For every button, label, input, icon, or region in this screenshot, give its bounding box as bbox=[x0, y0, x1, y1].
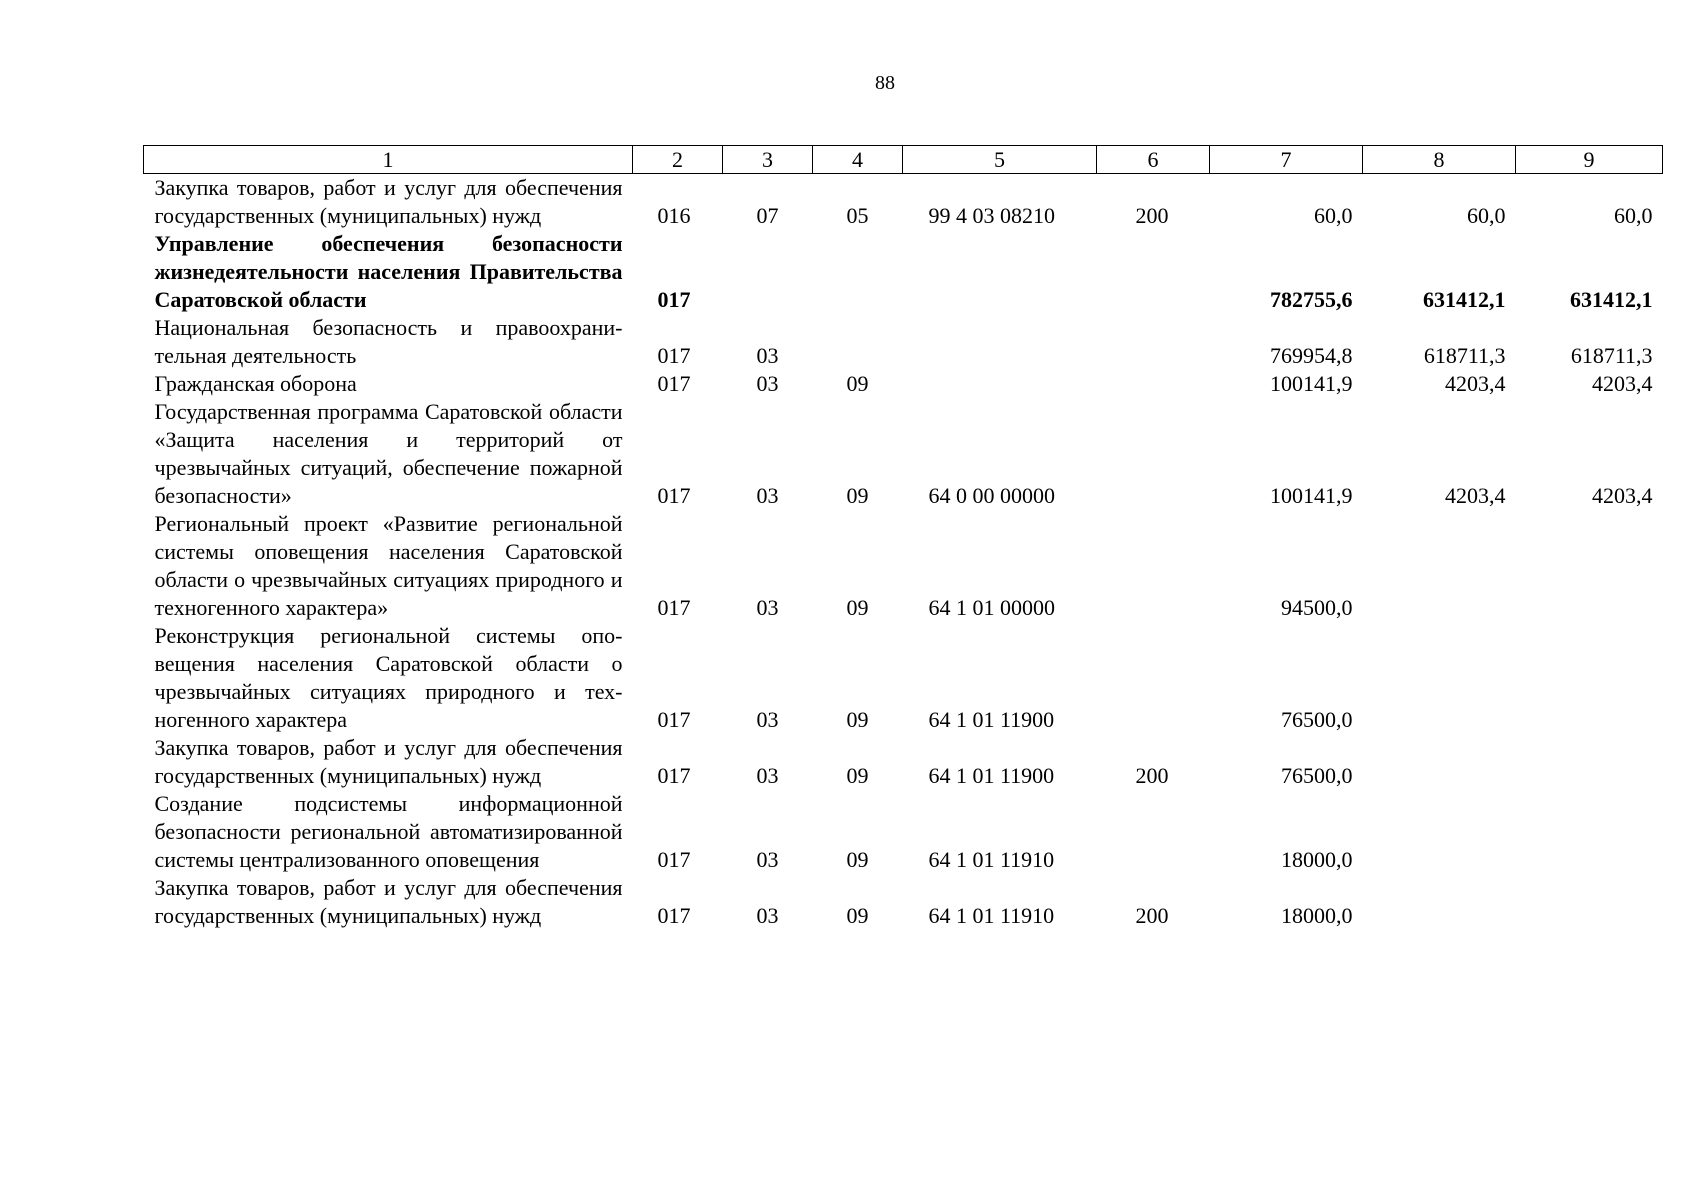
row-expense-type bbox=[1097, 510, 1210, 622]
row-subsection: 09 bbox=[846, 903, 869, 928]
row-amount-8: 631412,1 bbox=[1423, 287, 1506, 312]
column-header: 6 bbox=[1097, 146, 1210, 174]
row-amount-7: 782755,6 bbox=[1270, 287, 1353, 312]
row-target-article: 64 1 01 11900 bbox=[928, 707, 1055, 732]
row-name: Закупка товаров, работ и услуг для обеспечения государственных (муниципальных) нужд bbox=[154, 875, 623, 928]
row-grbs: 017 bbox=[657, 763, 691, 788]
row-grbs: 017 bbox=[657, 707, 691, 732]
row-target-article bbox=[903, 370, 1097, 398]
row-amount-7: 76500,0 bbox=[1281, 763, 1353, 788]
row-amount-9 bbox=[1516, 734, 1663, 790]
row-subsection: 09 bbox=[846, 847, 869, 872]
table-row bbox=[144, 790, 1663, 874]
row-section: 03 bbox=[756, 343, 779, 368]
column-header: 1 bbox=[144, 146, 633, 174]
row-expense-type: 200 bbox=[1135, 763, 1169, 788]
row-subsection: 05 bbox=[846, 203, 869, 228]
column-number-row bbox=[144, 146, 1663, 174]
row-amount-7: 18000,0 bbox=[1281, 903, 1353, 928]
column-header: 5 bbox=[903, 146, 1097, 174]
row-target-article bbox=[903, 230, 1097, 314]
row-section: 03 bbox=[756, 847, 779, 872]
row-subsection: 09 bbox=[846, 371, 869, 396]
row-amount-7: 18000,0 bbox=[1281, 847, 1353, 872]
row-amount-9: 631412,1 bbox=[1570, 287, 1653, 312]
row-target-article bbox=[903, 314, 1097, 370]
column-header: 8 bbox=[1363, 146, 1516, 174]
row-expense-type bbox=[1097, 370, 1210, 398]
row-amount-9: 4203,4 bbox=[1592, 371, 1653, 396]
row-amount-9: 60,0 bbox=[1614, 203, 1653, 228]
row-name: Реконструкция региональной системы оповещения населения Саратовской области о чрезвычайных ситуациях природного и техногенного характера bbox=[154, 623, 623, 732]
row-amount-7: 100141,9 bbox=[1270, 483, 1353, 508]
row-name: Управление обеспечения безопасности жизнедеятельности населения Правительства Саратовской области bbox=[154, 231, 623, 312]
row-name: Национальная безопасность и правоохранительная деятельность bbox=[154, 315, 623, 368]
row-subsection: 09 bbox=[846, 707, 869, 732]
row-grbs: 016 bbox=[657, 203, 691, 228]
row-amount-8 bbox=[1363, 510, 1516, 622]
row-target-article: 64 1 01 11910 bbox=[928, 903, 1055, 928]
row-amount-7: 76500,0 bbox=[1281, 707, 1353, 732]
row-expense-type bbox=[1097, 622, 1210, 734]
column-header: 9 bbox=[1516, 146, 1663, 174]
row-name: Закупка товаров, работ и услуг для обеспечения государственных (муниципальных) нужд bbox=[154, 175, 623, 228]
budget-table bbox=[143, 145, 1663, 930]
row-amount-8: 60,0 bbox=[1467, 203, 1506, 228]
row-target-article: 99 4 03 08210 bbox=[928, 203, 1055, 228]
row-target-article: 64 1 01 00000 bbox=[928, 595, 1055, 620]
row-section: 03 bbox=[756, 903, 779, 928]
row-expense-type bbox=[1097, 314, 1210, 370]
row-expense-type: 200 bbox=[1135, 903, 1169, 928]
row-amount-9 bbox=[1516, 510, 1663, 622]
column-header: 2 bbox=[633, 146, 723, 174]
row-grbs: 017 bbox=[657, 287, 691, 312]
row-amount-8: 4203,4 bbox=[1445, 483, 1506, 508]
row-grbs: 017 bbox=[657, 847, 691, 872]
row-section: 03 bbox=[756, 763, 779, 788]
row-section: 03 bbox=[756, 483, 779, 508]
row-subsection bbox=[813, 230, 903, 314]
row-subsection bbox=[813, 314, 903, 370]
column-header: 7 bbox=[1210, 146, 1363, 174]
row-expense-type bbox=[1097, 790, 1210, 874]
row-subsection: 09 bbox=[846, 483, 869, 508]
table-row bbox=[144, 510, 1663, 622]
row-amount-8 bbox=[1363, 734, 1516, 790]
row-name: Гражданская оборона bbox=[154, 371, 357, 396]
row-target-article: 64 0 00 00000 bbox=[928, 483, 1055, 508]
table-row bbox=[144, 734, 1663, 790]
table-row bbox=[144, 874, 1663, 930]
row-grbs: 017 bbox=[657, 595, 691, 620]
table-row bbox=[144, 370, 1663, 398]
row-amount-9: 618711,3 bbox=[1570, 343, 1653, 368]
row-amount-9 bbox=[1516, 622, 1663, 734]
row-amount-8 bbox=[1363, 874, 1516, 930]
row-section: 03 bbox=[756, 595, 779, 620]
column-header: 4 bbox=[813, 146, 903, 174]
table-header bbox=[144, 146, 1663, 174]
row-grbs: 017 bbox=[657, 483, 691, 508]
row-amount-7: 769954,8 bbox=[1270, 343, 1353, 368]
row-name: Региональный проект «Развитие региональной системы оповещения населения Саратовской области о чрезвычайных ситуациях природного и техногенного характера» bbox=[154, 511, 623, 620]
row-amount-9 bbox=[1516, 874, 1663, 930]
row-grbs: 017 bbox=[657, 371, 691, 396]
row-target-article: 64 1 01 11910 bbox=[928, 847, 1055, 872]
row-name: Создание подсистемы информационной безопасности региональной автоматизированной системы централизованного оповещения bbox=[154, 791, 623, 872]
row-amount-8: 618711,3 bbox=[1423, 343, 1506, 368]
row-subsection: 09 bbox=[846, 763, 869, 788]
row-name: Закупка товаров, работ и услуг для обеспечения государственных (муниципальных) нужд bbox=[154, 735, 623, 788]
row-expense-type: 200 bbox=[1135, 203, 1169, 228]
row-grbs: 017 bbox=[657, 903, 691, 928]
table-row bbox=[144, 230, 1663, 314]
table-row bbox=[144, 398, 1663, 510]
table-row bbox=[144, 314, 1663, 370]
page-number: 88 bbox=[875, 72, 895, 94]
row-section bbox=[723, 230, 813, 314]
row-amount-8 bbox=[1363, 790, 1516, 874]
row-expense-type bbox=[1097, 398, 1210, 510]
table-row bbox=[144, 174, 1663, 231]
row-target-article: 64 1 01 11900 bbox=[928, 763, 1055, 788]
row-amount-7: 100141,9 bbox=[1270, 371, 1353, 396]
row-expense-type bbox=[1097, 230, 1210, 314]
row-name: Государственная программа Саратовской области «Защита населения и территорий от чрезвычайных ситуаций, обеспечение пожарной безопасности» bbox=[154, 399, 623, 508]
table-row bbox=[144, 622, 1663, 734]
row-amount-7: 94500,0 bbox=[1281, 595, 1353, 620]
row-amount-9: 4203,4 bbox=[1592, 483, 1653, 508]
row-amount-9 bbox=[1516, 790, 1663, 874]
row-grbs: 017 bbox=[657, 343, 691, 368]
row-subsection: 09 bbox=[846, 595, 869, 620]
row-section: 07 bbox=[756, 203, 779, 228]
row-section: 03 bbox=[756, 371, 779, 396]
column-header: 3 bbox=[723, 146, 813, 174]
table-body bbox=[144, 174, 1663, 931]
row-amount-8: 4203,4 bbox=[1445, 371, 1506, 396]
row-amount-8 bbox=[1363, 622, 1516, 734]
row-section: 03 bbox=[756, 707, 779, 732]
row-amount-7: 60,0 bbox=[1314, 203, 1353, 228]
